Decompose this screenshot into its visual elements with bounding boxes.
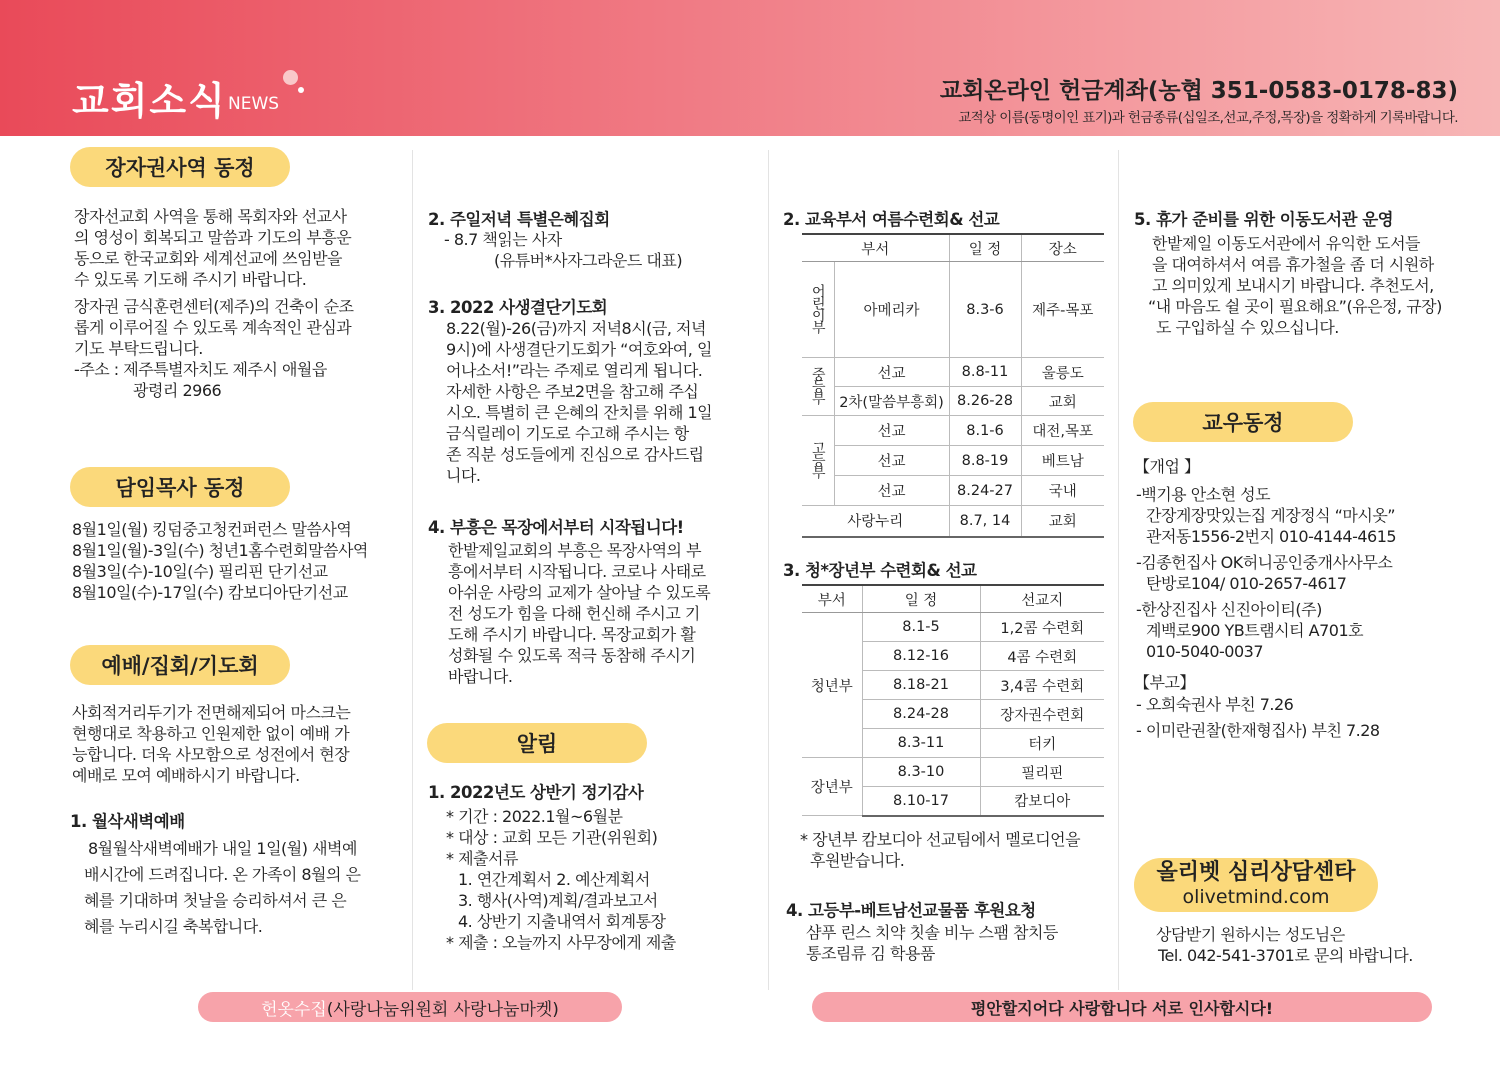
- jangja-section-title: 장자권사역 동정: [70, 147, 290, 187]
- text-line: -한상진집사 신진아이티(주): [1136, 600, 1322, 619]
- table-cell: 선교: [834, 358, 949, 387]
- clothes-collection-highlight: 헌옷수집: [261, 999, 327, 1020]
- text-line: 8월월삭새벽예배가 내일 1일(월) 새벽예: [88, 839, 357, 858]
- worship-section-title: 예배/집회/기도회: [70, 645, 290, 685]
- table-header: 일 정: [862, 585, 980, 613]
- text-line: 9시)에 사생결단기도회가 “여호와여, 일: [446, 340, 712, 359]
- text-line: 아쉬운 사랑의 교제가 살아날 수 있도록: [448, 583, 711, 602]
- column-divider: [412, 150, 413, 990]
- table-cell: 3,4콤 수련회: [980, 671, 1104, 700]
- text-line: (유튜버*사자그라운드 대표): [494, 251, 683, 270]
- clothes-collection-banner: [198, 992, 622, 1022]
- table-cell: 캄보디아: [980, 787, 1104, 816]
- text-line: 시오. 특별히 큰 은혜의 잔치를 위해 1일: [446, 403, 713, 422]
- edu-schedule-table: [802, 233, 1104, 538]
- text-line: 샴푸 린스 치약 칫솔 비누 스팸 참치등: [806, 923, 1058, 942]
- table-cell: 장자권수련회: [980, 700, 1104, 729]
- obituary-label: 【부고】: [1134, 673, 1195, 692]
- account-title: 교회온라인 헌금계좌(농협 351-0583-0178-83): [939, 78, 1458, 104]
- text-line: 바랍니다.: [448, 667, 513, 686]
- text-line: 전 성도가 힘을 다해 헌신해 주시고 기: [448, 604, 700, 623]
- news-label: NEWS: [228, 94, 280, 114]
- table-cell: 교회: [1021, 387, 1104, 416]
- text-line: 고 의미있게 보내시기 바랍니다. 추천도서,: [1152, 276, 1434, 295]
- text-line: 흥에서부터 시작됩니다. 코로나 사태로: [448, 562, 706, 581]
- youth-schedule-table: [802, 584, 1104, 817]
- text-line: 어나소서!”라는 주제로 열리게 됩니다.: [446, 361, 703, 380]
- text-line: - 8.7 책읽는 사자: [444, 230, 562, 249]
- text-line: - 이미란권찰(한재형집사) 부친 7.28: [1136, 721, 1380, 740]
- table-cell: 8.8-11: [949, 358, 1021, 387]
- table-cell: 8.24-28: [862, 700, 980, 729]
- audit-title: 1. 2022년도 상반기 정기감사: [428, 783, 644, 802]
- text-line: -김종헌집사 OK허니공인중개사사무소: [1136, 553, 1393, 572]
- text-line: 010-5040-0037: [1146, 642, 1264, 661]
- table-cell: 8.18-21: [862, 671, 980, 700]
- text-line: 장자권 금식훈련센터(제주)의 건축이 순조: [74, 297, 354, 316]
- table-cell: 8.26-28: [949, 387, 1021, 416]
- text-line: 혜를 기대하며 첫날을 승리하셔서 큰 은: [84, 891, 347, 910]
- text-line: “내 마음도 쉴 곳이 필요해요”(유은정, 규장): [1148, 297, 1442, 316]
- text-line: 기도 부탁드립니다.: [74, 339, 203, 358]
- table-cell: 선교: [834, 416, 949, 446]
- address-line: -주소 : 제주특별자치도 제주시 애월읍: [74, 360, 327, 379]
- table-header: 부서: [802, 234, 949, 262]
- counseling-title: 올리벳 심리상담센타: [1156, 860, 1356, 885]
- table-header: 부서: [802, 585, 862, 613]
- text-line: 도해 주시기 바랍니다. 목장교회가 활: [448, 625, 696, 644]
- text-line: 탄방로104/ 010-2657-4617: [1146, 574, 1347, 593]
- table-cell: 8.10-17: [862, 787, 980, 816]
- text-line: 자세한 사항은 주보2면을 참고해 주십: [446, 382, 699, 401]
- text-line: 능합니다. 더욱 사모함으로 성전에서 현장: [72, 745, 350, 764]
- text-line: 도 구입하실 수 있으십니다.: [1156, 318, 1339, 337]
- table-cell: 1,2콤 수련회: [980, 613, 1104, 642]
- table-cell: 8.3-6: [949, 262, 1021, 358]
- table-cell: 제주-목포: [1021, 262, 1104, 358]
- text-line: 3. 행사(사역)계획/결과보고서: [458, 891, 658, 910]
- text-line: * 대상 : 교회 모든 기관(위원회): [446, 828, 658, 847]
- table-cell: 사랑누리: [802, 506, 949, 537]
- text-line: 의 영성이 회복되고 말씀과 기도의 부흥운: [74, 228, 352, 247]
- table-cell: 필리핀: [980, 758, 1104, 787]
- pastor-section-title: 담임목사 동정: [70, 467, 290, 507]
- group-label: 중등부: [809, 366, 826, 403]
- opening-label: 【개업 】: [1134, 457, 1200, 476]
- header-banner: [0, 0, 1500, 136]
- table-cell: 8.3-10: [862, 758, 980, 787]
- revival-title: 4. 부흥은 목장에서부터 시작됩니다!: [428, 518, 684, 537]
- evening-meeting-title: 2. 주일저녁 특별은혜집회: [428, 210, 610, 229]
- text-line: 1. 연간계획서 2. 예산계획서: [458, 870, 650, 889]
- table-header: 장소: [1021, 234, 1104, 262]
- table-cell: 선교: [834, 446, 949, 476]
- text-line: 통조림류 김 학용품: [806, 944, 935, 963]
- clothes-collection-text: (사랑나눔위원회 사랑나눔마켓): [326, 999, 559, 1020]
- text-line: 예배로 모여 예배하시기 바랍니다.: [72, 766, 300, 785]
- table-cell: 대전,목포: [1021, 416, 1104, 446]
- text-line: 한밭제일 이동도서관에서 유익한 도서들: [1152, 234, 1421, 253]
- text-line: 성화될 수 있도록 적극 동참해 주시기: [448, 646, 696, 665]
- greeting-banner: 평안할지어다 사랑합니다 서로 인사합시다!: [812, 992, 1432, 1022]
- notice-section-title: 알림: [427, 723, 647, 763]
- table-note: 후원받습니다.: [810, 851, 905, 870]
- text-line: 상담받기 원하시는 성도님은: [1156, 925, 1345, 944]
- table-note: * 장년부 캄보디아 선교팀에서 멜로디언을: [800, 830, 1081, 849]
- group-label: 어린이부: [809, 283, 826, 332]
- table-cell: 4콤 수련회: [980, 642, 1104, 671]
- text-line: 롭게 이루어질 수 있도록 계속적인 관심과: [74, 318, 352, 337]
- table-cell: 8.1-5: [862, 613, 980, 642]
- schedule-line: 8월3일(수)-10일(수) 필리핀 단기선교: [72, 562, 328, 581]
- table-cell: 터키: [980, 729, 1104, 758]
- text-line: 금식릴레이 기도로 수고해 주시는 항: [446, 424, 689, 443]
- decor-dot-icon: [283, 70, 298, 85]
- table-cell: 선교: [834, 476, 949, 506]
- text-line: 혜를 누리시길 축복합니다.: [84, 917, 263, 936]
- text-line: 4. 상반기 지출내역서 회계통장: [458, 912, 666, 931]
- text-line: 관저동1556-2번지 010-4144-4615: [1146, 527, 1397, 546]
- text-line: 현행대로 착용하고 인원제한 없이 예배 가: [72, 724, 350, 743]
- group-label: 고등부: [809, 440, 826, 477]
- text-line: 배시간에 드려집니다. 온 가족이 8월의 은: [84, 865, 361, 884]
- column-divider: [768, 150, 769, 990]
- text-line: 간장게장맛있는집 게장정식 “마시옷”: [1146, 506, 1396, 525]
- table-cell: 아메리카: [834, 262, 949, 358]
- dawn-worship-title: 1. 월삭새벽예배: [70, 812, 185, 831]
- library-title: 5. 휴가 준비를 위한 이동도서관 운영: [1134, 210, 1394, 229]
- text-line: 8.22(월)-26(금)까지 저녁8시(금, 저녁: [446, 319, 706, 338]
- text-line: -백기용 안소현 성도: [1136, 485, 1271, 504]
- table-cell: 8.1-6: [949, 416, 1021, 446]
- text-line: 한밭제일교회의 부흥은 목장사역의 부: [448, 541, 702, 560]
- group-cell: 청년부: [802, 613, 862, 758]
- table-cell: 울릉도: [1021, 358, 1104, 387]
- table-header: 선교지: [980, 585, 1104, 613]
- text-line: * 기간 : 2022.1월~6월분: [446, 807, 623, 826]
- schedule-line: 8월1일(월)-3일(수) 청년1홈수련회말씀사역: [72, 541, 368, 560]
- account-note: 교적상 이름(동명이인 표기)과 헌금종류(십일조,선교,주정,목장)을 정확하게 기록바랍니다.: [958, 110, 1458, 126]
- contact-line: Tel. 042-541-3701로 문의 바랍니다.: [1158, 946, 1413, 965]
- table-cell: 8.7, 14: [949, 506, 1021, 537]
- table-cell: 교회: [1021, 506, 1104, 537]
- text-line: 니다.: [446, 466, 481, 485]
- edu-retreat-title: 2. 교육부서 여름수련회& 선교: [783, 210, 1000, 229]
- table-cell: 8.8-19: [949, 446, 1021, 476]
- schedule-line: 8월10일(수)-17일(수) 캄보디아단기선교: [72, 583, 348, 602]
- text-line: * 제출서류: [446, 849, 518, 868]
- group-cell: [802, 262, 834, 358]
- text-line: 계백로900 YB트램시티 A701호: [1146, 621, 1364, 640]
- text-line: 장자선교회 사역을 통해 목회자와 선교사: [74, 207, 347, 226]
- text-line: 을 대여하셔서 여름 휴가철을 좀 더 시원하: [1152, 255, 1434, 274]
- table-cell: 8.3-11: [862, 729, 980, 758]
- group-cell: [802, 416, 834, 506]
- counseling-center-badge: [1134, 858, 1378, 912]
- table-cell: 8.12-16: [862, 642, 980, 671]
- text-line: 수 있도록 기도해 주시기 바랍니다.: [74, 270, 307, 289]
- group-cell: 장년부: [802, 758, 862, 816]
- donation-request-title: 4. 고등부-베트남선교물품 후원요청: [786, 901, 1036, 920]
- member-news-title: 교우동정: [1133, 402, 1353, 442]
- decor-dot-small-icon: [298, 87, 304, 93]
- table-cell: 8.24-27: [949, 476, 1021, 506]
- schedule-line: 8월1일(월) 킹덤중고청컨퍼런스 말씀사역: [72, 520, 352, 539]
- text-line: 사회적거리두기가 전면해제되어 마스크는: [72, 703, 351, 722]
- page-title: 교회소식: [72, 79, 227, 123]
- table-cell: 베트남: [1021, 446, 1104, 476]
- youth-retreat-title: 3. 청*장년부 수련회& 선교: [783, 561, 977, 580]
- text-line: - 오희숙권사 부친 7.26: [1136, 695, 1294, 714]
- group-cell: [802, 358, 834, 416]
- table-cell: 국내: [1021, 476, 1104, 506]
- table-header: 일 정: [949, 234, 1021, 262]
- prayer-meeting-title: 3. 2022 사생결단기도회: [428, 298, 608, 317]
- column-divider: [1118, 150, 1119, 990]
- table-cell: 2차(말씀부흥회): [834, 387, 949, 416]
- address-line: 광령리 2966: [133, 381, 222, 400]
- counseling-url[interactable]: olivetmind.com: [1182, 886, 1330, 908]
- text-line: 존 직분 성도들에게 진심으로 감사드립: [446, 445, 704, 464]
- text-line: * 제출 : 오늘까지 사무장에게 제출: [446, 933, 676, 952]
- text-line: 동으로 한국교회와 세계선교에 쓰임받을: [74, 249, 343, 268]
